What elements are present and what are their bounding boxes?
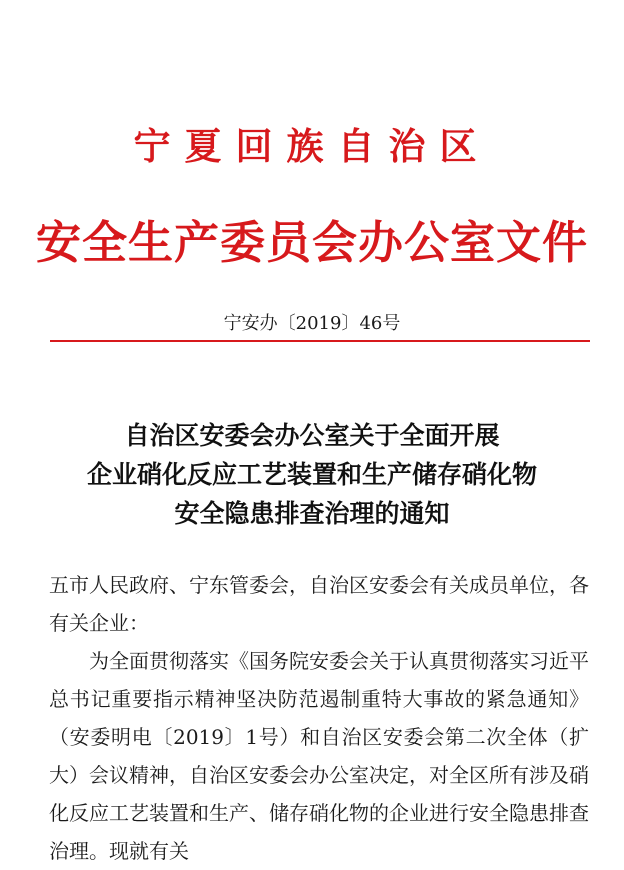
body-paragraph: 为全面贯彻落实《国务院安委会关于认真贯彻落实习近平总书记重要指示精神坚决防范遏制重特大事故的紧急通知》（安委明电〔2019〕1号）和自治区安委会第二次全体（扩大）会议精神，自治区安委会办公室决定，对全区所有涉及硝化反应工艺装置和生产、储存硝化物的企业进行安全隐患排查治理。现就有关 bbox=[49, 649, 589, 863]
title-line-2: 企业硝化反应工艺装置和生产储存硝化物 bbox=[86, 460, 537, 489]
addressee: 五市人民政府、宁东管委会，自治区安委会有关成员单位，各有关企业： bbox=[49, 573, 589, 635]
issuer-name-line1: 宁夏回族自治区 bbox=[133, 124, 491, 168]
red-divider-line bbox=[50, 340, 590, 342]
document-title bbox=[0, 416, 624, 533]
document-body bbox=[49, 566, 589, 870]
title-line-1: 自治区安委会办公室关于全面开展 bbox=[124, 421, 500, 450]
issuer-name-line2: 安全生产委员会办公室文件 bbox=[35, 216, 588, 269]
document-number: 宁安办〔2019〕46号 bbox=[223, 313, 401, 334]
title-line-3: 安全隐患排查治理的通知 bbox=[174, 499, 450, 528]
